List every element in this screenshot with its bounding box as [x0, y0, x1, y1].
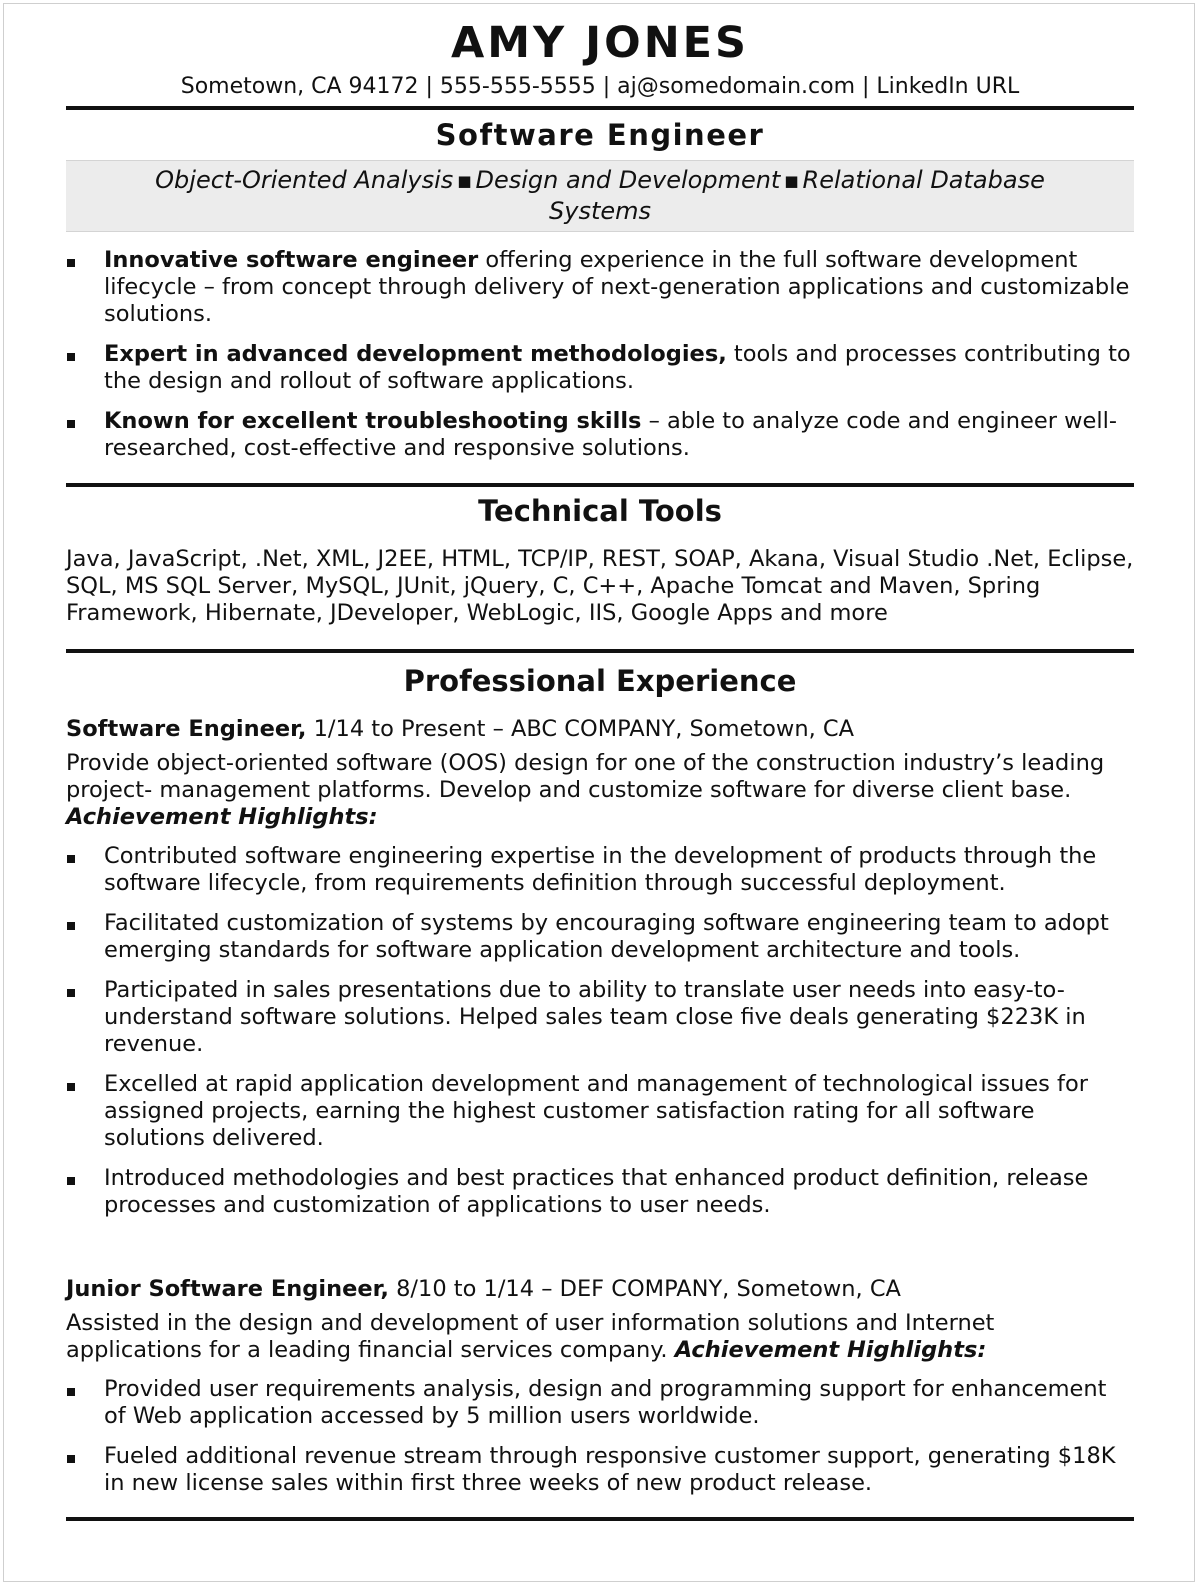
highlight-text: Fueled additional revenue stream through responsive customer support, generating $18K in new license sales within first three weeks of new product release. — [104, 1443, 1116, 1496]
summary-lead: Innovative software engineer — [104, 247, 479, 273]
job-description-text: Assisted in the design and development of user information solutions and Internet applications for a leading financial services company. — [66, 1310, 995, 1363]
highlights-label: Achievement Highlights: — [66, 804, 378, 830]
highlight-text: Introduced methodologies and best practices that enhanced product definition, release processes and customization of applications to user needs. — [104, 1165, 1089, 1218]
job-description-text: Provide object-oriented software (OOS) design for one of the construction industry’s leading project- management platforms. Develop and customize software for diverse client base. — [66, 750, 1105, 803]
bullet-icon — [67, 1455, 75, 1463]
bullet-icon — [67, 353, 75, 361]
contact-line: Sometown, CA 94172 | 555-555-5555 | aj@somedomain.com | LinkedIn URL — [180, 74, 1020, 99]
highlight-item — [66, 1165, 1134, 1219]
job-meta: 1/14 to Present – ABC COMPANY, Sometown, CA — [306, 716, 854, 742]
footer-rule — [66, 1517, 1134, 1521]
candidate-name: AMY JONES — [450, 18, 750, 68]
skill-item: Relational Database — [802, 166, 1045, 194]
job-heading — [66, 1276, 1134, 1303]
bullet-icon — [67, 989, 75, 997]
job-description — [66, 1310, 1134, 1364]
job-title: Software Engineer, — [66, 716, 307, 742]
bullet-icon — [67, 1177, 75, 1185]
highlight-item — [66, 843, 1134, 897]
highlight-item — [66, 1443, 1134, 1497]
highlight-text: Excelled at rapid application development and management of technological issues for assigned projects, earning the highest customer satisfaction rating for all software solutions delivered. — [104, 1071, 1088, 1151]
summary-item — [66, 247, 1134, 328]
skill-separator-icon: ■ — [457, 172, 472, 190]
summary-item — [66, 408, 1134, 462]
headline-title: Software Engineer — [435, 118, 765, 152]
bullet-icon — [67, 420, 75, 428]
highlight-text: Participated in sales presentations due to ability to translate user needs into easy-to-understand software solutions. Helped sales team close five deals generating $223K in revenue. — [104, 977, 1086, 1057]
skill-separator-icon: ■ — [784, 172, 799, 190]
highlight-item — [66, 910, 1134, 964]
skill-item: Object-Oriented Analysis — [155, 166, 454, 194]
technical-tools-heading: Technical Tools — [478, 494, 722, 528]
job-title: Junior Software Engineer, — [66, 1276, 389, 1302]
summary-lead: Expert in advanced development methodologies, — [104, 341, 727, 367]
highlight-item — [66, 977, 1134, 1058]
summary-lead: Known for excellent troubleshooting skills — [104, 408, 642, 434]
highlight-text: Provided user requirements analysis, design and programming support for enhancement of Web application accessed by 5 million users worldwide. — [104, 1376, 1107, 1429]
summary-item — [66, 341, 1134, 395]
highlight-text: Facilitated customization of systems by encouraging software engineering team to adopt emerging standards for software application development architecture and tools. — [104, 910, 1109, 963]
skills-band — [66, 160, 1134, 232]
highlight-item — [66, 1071, 1134, 1152]
experience-heading: Professional Experience — [403, 664, 797, 698]
job-description — [66, 750, 1134, 831]
job-entry — [66, 1276, 1134, 1510]
section-rule — [66, 649, 1134, 653]
bullet-icon — [67, 855, 75, 863]
summary-text: tools and processes contributing to the design and rollout of software applications. — [104, 341, 1131, 394]
highlight-text: Contributed software engineering expertise in the development of products through the software lifecycle, from requirements definition through successful deployment. — [104, 843, 1097, 896]
bullet-icon — [67, 1083, 75, 1091]
job-entry — [66, 716, 1134, 1232]
bullet-icon — [67, 1388, 75, 1396]
job-heading — [66, 716, 1134, 743]
highlight-item — [66, 1376, 1134, 1430]
section-rule — [66, 483, 1134, 487]
summary-text: – able to analyze code and engineer well-researched, cost-effective and responsive solutions. — [104, 408, 1118, 461]
skill-item: Design and Development — [475, 166, 781, 194]
bullet-icon — [67, 922, 75, 930]
skill-item: Systems — [549, 197, 651, 225]
bullet-icon — [67, 259, 75, 267]
header-rule — [66, 106, 1134, 110]
summary-text: offering experience in the full software development lifecycle – from concept through delivery of next-generation applications and customizable solutions. — [104, 247, 1130, 327]
summary-list — [66, 247, 1134, 475]
highlights-label: Achievement Highlights: — [674, 1337, 987, 1363]
job-meta: 8/10 to 1/14 – DEF COMPANY, Sometown, CA — [388, 1276, 901, 1302]
technical-tools-text: Java, JavaScript, .Net, XML, J2EE, HTML, TCP/IP, REST, SOAP, Akana, Visual Studio .Net, Eclipse, SQL, MS SQL Server, MySQL, JUnit, jQuery, C, C++, Apache Tomcat and Maven, Spring Framework, Hibernate, JDeveloper, WebLogic, IIS, Google Apps and more — [66, 546, 1134, 626]
